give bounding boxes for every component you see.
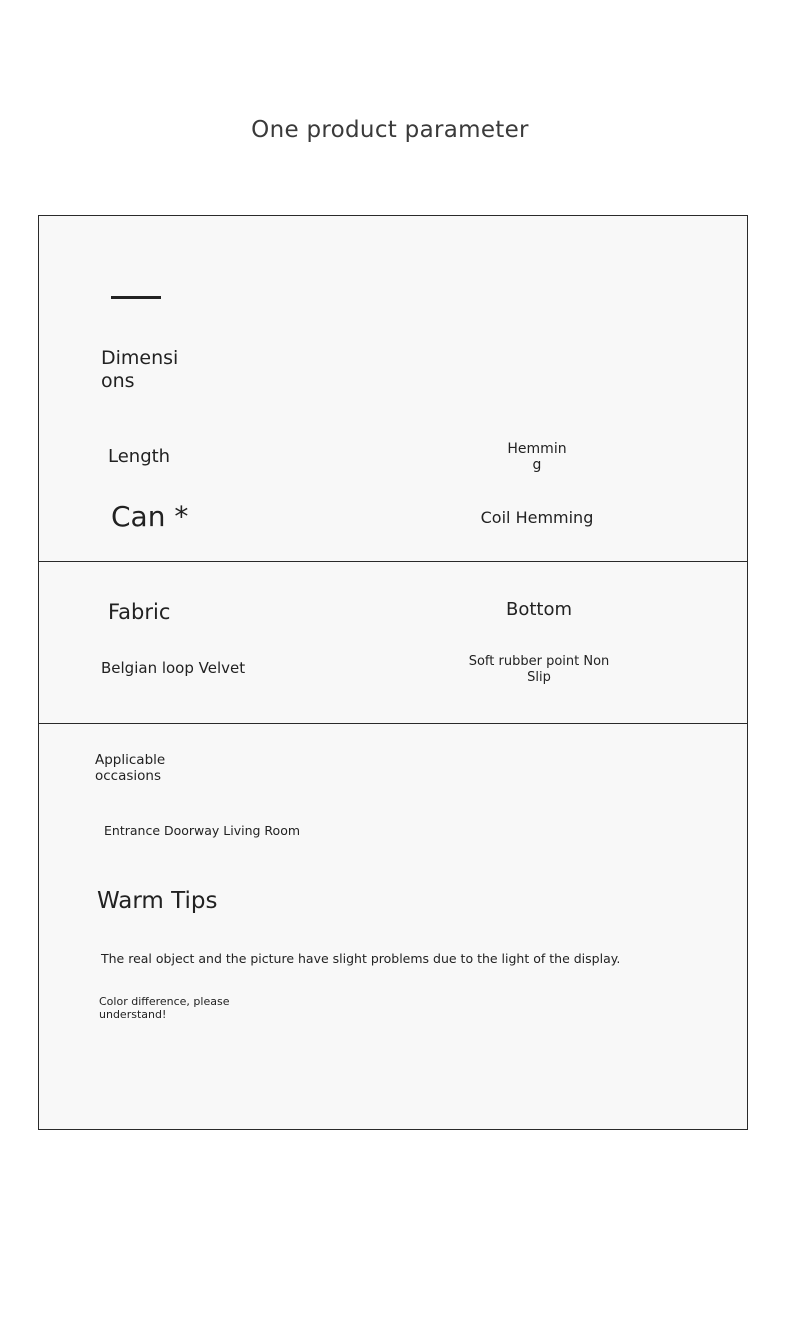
length-value: Can * — [111, 500, 189, 533]
bottom-label: Bottom — [505, 599, 573, 620]
tips-heading: Warm Tips — [97, 888, 218, 914]
materials-card — [38, 561, 748, 724]
fabric-value: Belgian loop Velvet — [101, 659, 246, 677]
page-title: One product parameter — [251, 117, 529, 143]
hemming-value: Coil Hemming — [480, 508, 594, 527]
bottom-value: Soft rubber point Non Slip — [468, 654, 610, 685]
dimensions-heading: Dimensions — [101, 347, 179, 392]
occasions-value: Entrance Doorway Living Room — [104, 823, 301, 838]
occasions-tips-card — [38, 723, 748, 1130]
divider-dash — [111, 296, 161, 299]
tips-line-1: The real object and the picture have slight problems due to the light of the display. — [101, 951, 621, 966]
hemming-label: Hemming — [507, 441, 567, 473]
length-label: Length — [108, 446, 171, 467]
tips-line-2: Color difference, please understand! — [99, 995, 230, 1021]
dimensions-card — [38, 215, 748, 562]
fabric-label: Fabric — [108, 600, 171, 624]
occasions-label: Applicable occasions — [95, 752, 166, 784]
